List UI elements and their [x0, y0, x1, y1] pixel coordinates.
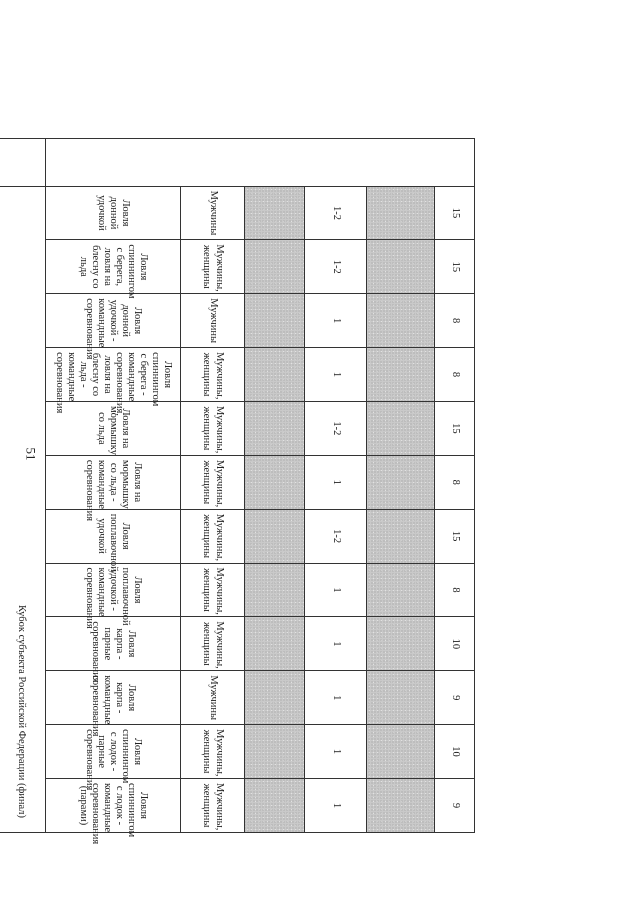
shaded-cell	[245, 240, 305, 294]
shaded-cell	[245, 563, 305, 617]
shaded-cell	[245, 348, 305, 402]
cell-age: 1-2	[305, 401, 367, 455]
cell-discipline: Ловля поплавочной удочкой	[46, 509, 181, 563]
page-number: 51	[23, 447, 39, 461]
table-band-category	[0, 139, 46, 833]
cell-discipline: Ловля спиннингом с лодок - командные соревнования (парами)	[46, 778, 181, 832]
cell-gender: Мужчины, женщины	[181, 725, 245, 779]
shaded-cell	[367, 509, 435, 563]
cell-age: 1	[305, 617, 367, 671]
cell-count: 15	[435, 509, 475, 563]
cell-gender: Мужчины, женщины	[181, 401, 245, 455]
shaded-cell	[367, 186, 435, 240]
cell-age: 1	[305, 563, 367, 617]
cell-discipline: Ловля на мормышку со льда - командные соревнования	[46, 455, 181, 509]
cell-age: 1-2	[305, 240, 367, 294]
cell-count: 15	[435, 401, 475, 455]
table-corner-cell	[46, 139, 475, 187]
table-band	[435, 139, 475, 833]
cell-discipline: Ловля спиннингом с лодок - парные соревнования	[46, 725, 181, 779]
cell-count: 9	[435, 778, 475, 832]
shaded-cell	[367, 348, 435, 402]
cell-age: 1-2	[305, 509, 367, 563]
cell-discipline: Ловля спиннингом с берега - командные соревнования, ловля на блесну со льда - командные соревнования	[46, 348, 181, 402]
cell-gender: Мужчины, женщины	[181, 563, 245, 617]
cell-discipline: Ловля на мормышку со льда	[46, 401, 181, 455]
cell-count: 10	[435, 725, 475, 779]
cell-age: 1	[305, 455, 367, 509]
shaded-cell	[367, 563, 435, 617]
cell-gender: Мужчины	[181, 671, 245, 725]
shaded-cell	[245, 778, 305, 832]
cell-discipline: Ловля поплавочной удочкой - командные соревнования	[46, 563, 181, 617]
cell-gender: Мужчины, женщины	[181, 509, 245, 563]
shaded-cell	[367, 778, 435, 832]
cell-gender: Мужчины, женщины	[181, 240, 245, 294]
shaded-cell	[245, 186, 305, 240]
shaded-cell	[245, 455, 305, 509]
cell-discipline: Ловля спиннингом с берега, ловля на блесну со льда	[46, 240, 181, 294]
cell-discipline: Ловля карпа - командные соревнования	[46, 671, 181, 725]
cell-count: 8	[435, 348, 475, 402]
shaded-cell	[245, 294, 305, 348]
shaded-cell	[367, 401, 435, 455]
cell-age: 1	[305, 778, 367, 832]
rotated-table-wrapper	[15, 138, 475, 845]
cell-discipline: Ловля карпа - парные соревнования	[46, 617, 181, 671]
cell-count: 10	[435, 617, 475, 671]
cell-discipline: Ловля донной удочкой - командные соревнования	[46, 294, 181, 348]
shaded-cell	[245, 401, 305, 455]
cell-count: 8	[435, 563, 475, 617]
category-label: Кубок субъекта Российской Федерации (финал)	[0, 186, 46, 832]
cell-gender: Мужчины, женщины	[181, 455, 245, 509]
cell-age: 1	[305, 671, 367, 725]
cell-gender: Мужчины	[181, 294, 245, 348]
cell-age: 1	[305, 348, 367, 402]
shaded-cell	[367, 725, 435, 779]
cell-discipline: Ловля донной удочкой	[46, 186, 181, 240]
table-band	[46, 139, 181, 833]
cell-age: 1	[305, 725, 367, 779]
table-band	[181, 139, 245, 833]
cell-age: 1	[305, 294, 367, 348]
table-band	[367, 139, 435, 833]
cell-age: 1-2	[305, 186, 367, 240]
shaded-cell	[367, 617, 435, 671]
cell-count: 15	[435, 240, 475, 294]
table-band	[305, 139, 367, 833]
cell-count: 8	[435, 455, 475, 509]
shaded-cell	[367, 240, 435, 294]
shaded-cell	[245, 509, 305, 563]
cell-count: 15	[435, 186, 475, 240]
shaded-cell	[367, 294, 435, 348]
shaded-cell	[245, 671, 305, 725]
cell-gender: Мужчины, женщины	[181, 348, 245, 402]
cell-count: 9	[435, 671, 475, 725]
table-blank-cell	[0, 139, 46, 187]
shaded-cell	[367, 671, 435, 725]
cell-count: 8	[435, 294, 475, 348]
table-band	[245, 139, 305, 833]
cell-gender: Мужчины, женщины	[181, 617, 245, 671]
shaded-cell	[245, 725, 305, 779]
competition-table	[0, 138, 475, 845]
shaded-cell	[367, 455, 435, 509]
cell-gender: Мужчины, женщины	[181, 778, 245, 832]
cell-gender: Мужчины	[181, 186, 245, 240]
shaded-cell	[245, 617, 305, 671]
